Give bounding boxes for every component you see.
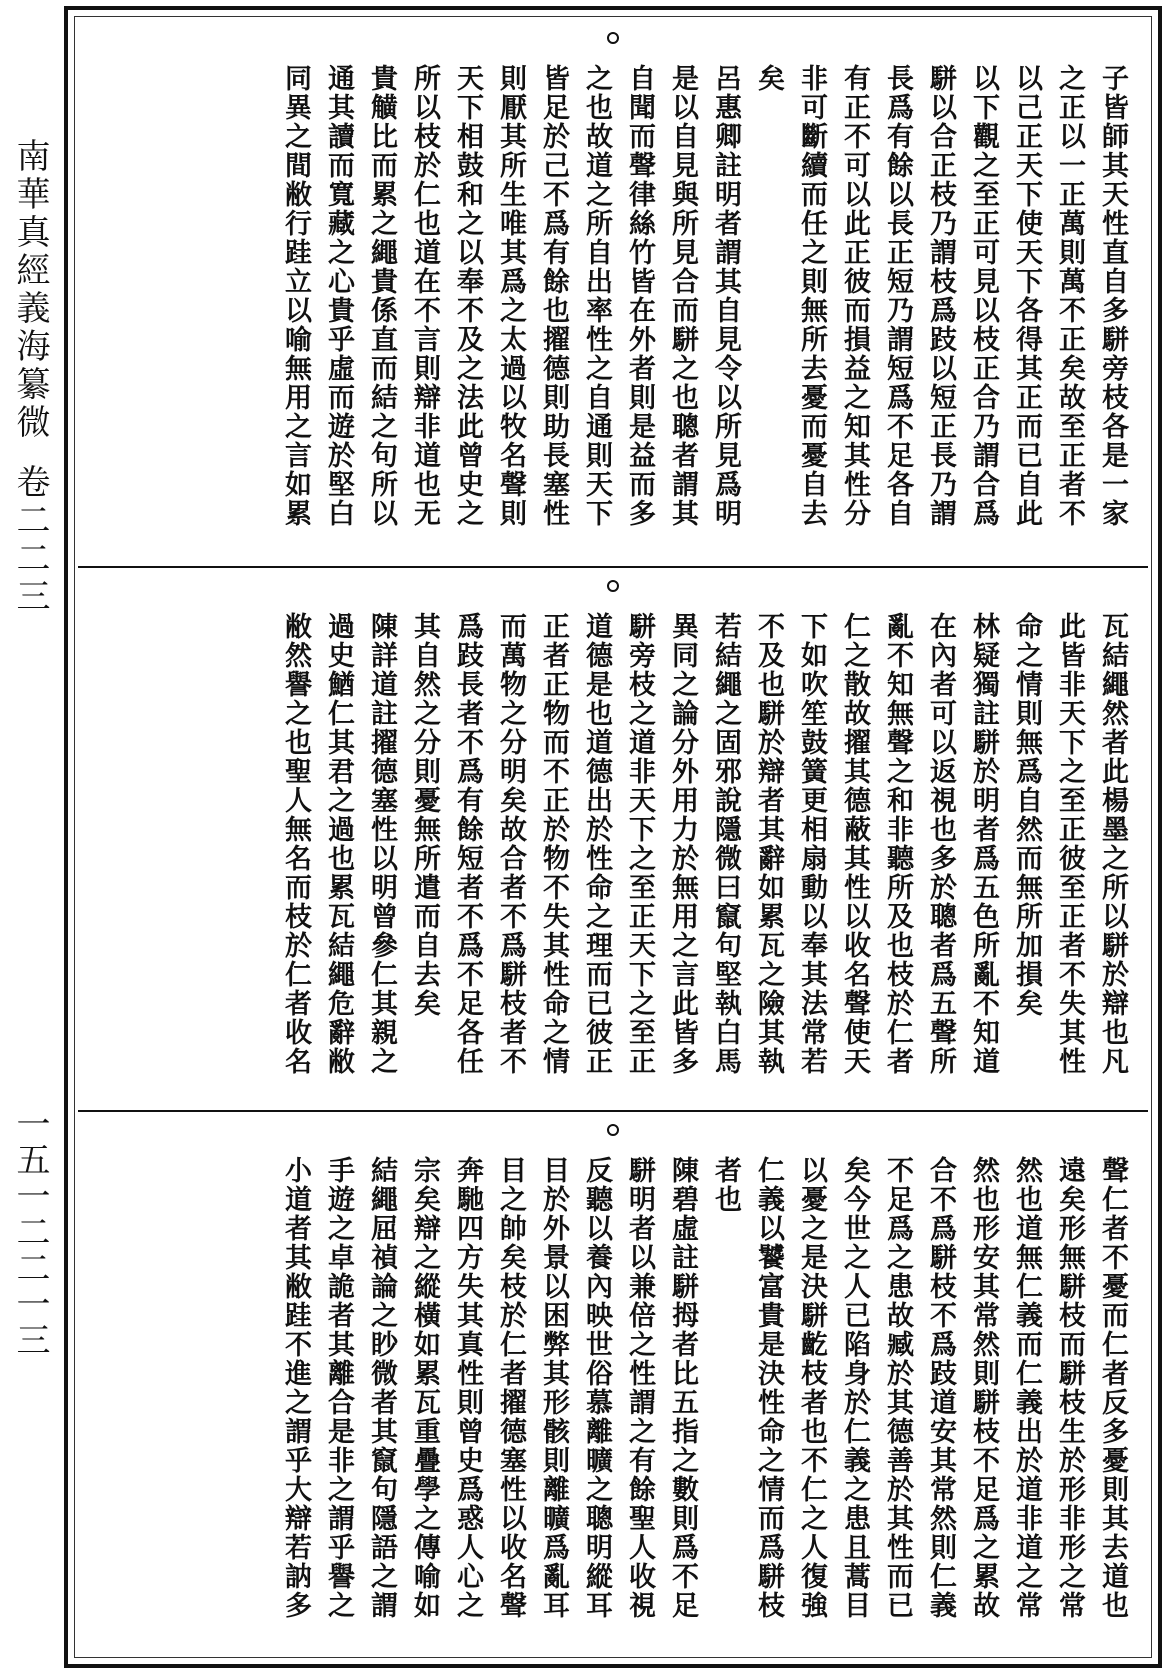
text-column: 過史鰌仁其君之過也累瓦結繩危辭敝 <box>323 612 354 1076</box>
text-column: 同異之間敝行跬立以喻無用之言如累 <box>280 64 311 528</box>
text-column: 亂不知無聲之和非聽所及也枝於仁者 <box>882 612 913 1076</box>
text-column: 所以枝於仁也道在不言則辯非道也无 <box>409 64 440 528</box>
text-column: 有正不可以此正彼而損益之知其性分 <box>839 64 870 528</box>
section-circle-mark <box>607 32 619 44</box>
text-column: 陳碧虛註駢拇者比五指之數則爲不足 <box>667 1156 698 1620</box>
text-column: 在內者可以返視也多於聰者爲五聲所 <box>925 612 956 1076</box>
book-title-text: 南華真經義海纂微 <box>10 138 50 442</box>
text-column: 而萬物之分明矣故合者不爲駢枝者不 <box>495 612 526 1076</box>
text-column: 皆足於己不爲有餘也擢德則助長塞性 <box>538 64 569 528</box>
text-column: 長爲有餘以長正短乃謂短爲不足各自 <box>882 64 913 528</box>
text-column: 通其讀而寬藏之心貴乎虛而遊於堅白 <box>323 64 354 528</box>
text-column: 其自然之分則憂無所遣而自去矣 <box>409 612 440 1018</box>
text-column: 以憂之是決駢齕枝者也不仁之人復強 <box>796 1156 827 1620</box>
text-column: 此皆非天下之至正彼至正者不失其性 <box>1054 612 1085 1076</box>
text-column: 仁之散故擢其德蔽其性以收名聲使天 <box>839 612 870 1076</box>
text-column: 聲仁者不憂而仁者反多憂則其去道也 <box>1097 1156 1128 1620</box>
text-column: 貴觵比而累之繩貴係直而結之句所以 <box>366 64 397 528</box>
text-column: 奔馳四方失其真性則曾史爲惑人心之 <box>452 1156 483 1620</box>
text-column: 目於外景以困弊其形骸則離曠爲亂耳 <box>538 1156 569 1620</box>
panel-columns <box>94 64 1132 558</box>
text-column: 遠矣形無駢枝而駢枝生於形非形之常 <box>1054 1156 1085 1620</box>
text-column: 目之帥矣枝於仁者擢德塞性以收名聲 <box>495 1156 526 1620</box>
text-column: 不及也駢於辯者其辭如累瓦之險其執 <box>753 612 784 1076</box>
text-column: 之正以一正萬則萬不正矣故至正者不 <box>1054 64 1085 528</box>
text-column: 呂惠卿註明者謂其自見令以所見爲明 <box>710 64 741 528</box>
text-column: 林疑獨註駢於明者爲五色所亂不知道 <box>968 612 999 1076</box>
text-column: 自聞而聲律絲竹皆在外者則是益而多 <box>624 64 655 528</box>
text-column: 宗矣辯之縱橫如累瓦重疊學之傳喻如 <box>409 1156 440 1620</box>
panel-columns <box>94 1156 1132 1652</box>
text-column: 駢旁枝之道非天下之至正天下之至正 <box>624 612 655 1076</box>
text-column: 結繩屈禎論之眇微者其竄句隱語之謂 <box>366 1156 397 1620</box>
text-column: 陳詳道註擢德塞性以明曾參仁其親之 <box>366 612 397 1076</box>
text-column: 則厭其所生唯其爲之太過以牧名聲則 <box>495 64 526 528</box>
page-frame <box>64 6 1162 1668</box>
text-column: 下如吹笙鼓簧更相扇動以奉其法常若 <box>796 612 827 1076</box>
section-circle-mark <box>607 1124 619 1136</box>
text-column: 以己正天下使天下各得其正而已自此 <box>1011 64 1042 528</box>
text-column: 駢明者以兼倍之性謂之有餘聖人收視 <box>624 1156 655 1620</box>
text-column: 是以自見與所見合而駢之也聰者謂其 <box>667 64 698 528</box>
text-column: 仁義以饕富貴是決性命之情而爲駢枝 <box>753 1156 784 1620</box>
text-column: 合不爲駢枝不爲跂道安其常然則仁義 <box>925 1156 956 1620</box>
text-column: 若結繩之固邪說隱微曰竄句堅執白馬 <box>710 612 741 1076</box>
text-column: 子皆師其天性直自多駢旁枝各是一家 <box>1097 64 1128 528</box>
text-column: 然也形安其常然則駢枝不足爲之累故 <box>968 1156 999 1620</box>
text-column: 爲跂長者不爲有餘短者不爲不足各任 <box>452 612 483 1076</box>
text-column: 手遊之卓詭者其離合是非之謂乎譽之 <box>323 1156 354 1620</box>
margin-book-title <box>6 138 54 616</box>
volume-number: 卷二二三 <box>10 464 50 616</box>
section-circle-mark <box>607 580 619 592</box>
text-column: 天下相鼓和之以奉不及之法此曾史之 <box>452 64 483 528</box>
text-column: 不足爲之患故臧於其德善於其性而已 <box>882 1156 913 1620</box>
text-column: 矣今世之人已陷身於仁義之患且蒿目 <box>839 1156 870 1620</box>
text-column: 駢以合正枝乃謂枝爲跂以短正長乃謂 <box>925 64 956 528</box>
text-column: 命之情則無爲自然而無所加損矣 <box>1011 612 1042 1018</box>
text-column: 道德是也道德出於性命之理而已彼正 <box>581 612 612 1076</box>
panel-columns <box>94 612 1132 1104</box>
text-column: 然也道無仁義而仁義出於道非道之常 <box>1011 1156 1042 1620</box>
text-column: 矣 <box>753 64 784 93</box>
text-column: 非可斷續而任之則無所去憂而憂自去 <box>796 64 827 528</box>
margin-page-number: 一五一二二一三 <box>10 1106 50 1358</box>
text-column: 異同之論分外用力於無用之言此皆多 <box>667 612 698 1076</box>
text-column: 敝然譽之也聖人無名而枝於仁者收名 <box>280 612 311 1076</box>
text-column: 正者正物而不正於物不失其性命之情 <box>538 612 569 1076</box>
text-panel-2 <box>78 566 1148 1110</box>
text-panel-1 <box>78 20 1148 564</box>
text-column: 者也 <box>710 1156 741 1214</box>
text-panel-3 <box>78 1110 1148 1658</box>
text-column: 反聽以養內映世俗慕離曠之聰明縱耳 <box>581 1156 612 1620</box>
text-column: 之也故道之所自出率性之自通則天下 <box>581 64 612 528</box>
text-column: 瓦結繩然者此楊墨之所以駢於辯也凡 <box>1097 612 1128 1076</box>
text-column: 以下觀之至正可見以枝正合乃謂合爲 <box>968 64 999 528</box>
text-column: 小道者其敝跬不進之謂乎大辯若訥多 <box>280 1156 311 1620</box>
